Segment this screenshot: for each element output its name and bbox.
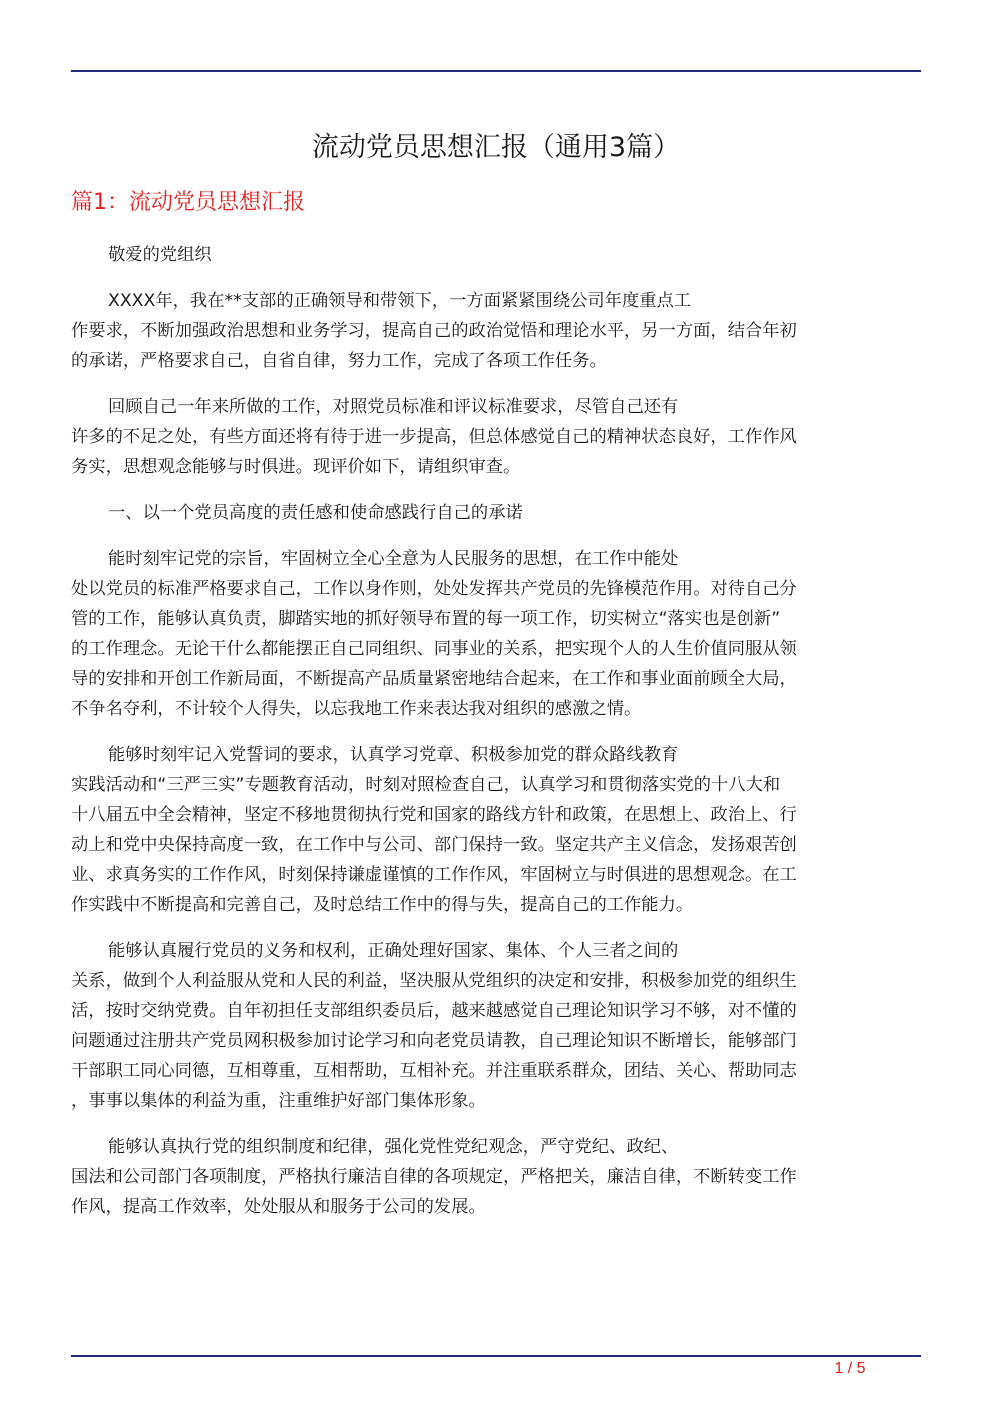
paragraph-line: ，事事以集体的利益为重，注重维护好部门集体形象。 <box>71 1091 486 1111</box>
paragraph-line: 的工作理念。无论干什么都能摆正自己同组织、同事业的关系，把实现个人的人生价值同服从领 <box>71 639 797 659</box>
document-body <box>71 240 921 1238</box>
paragraph-line: 的承诺，严格要求自己，自省自律，努力工作，完成了各项工作任务。 <box>71 351 607 371</box>
paragraph-line: 务实，思想观念能够与时俱进。现评价如下，请组织审查。 <box>71 457 521 477</box>
paragraph-line: 动上和党中央保持高度一致，在工作中与公司、部门保持一致。坚定共产主义信念，发扬艰苦创 <box>71 835 797 855</box>
section-heading: 篇1：流动党员思想汇报 <box>71 190 305 215</box>
paragraph-line: 能时刻牢记党的宗旨，牢固树立全心全意为人民服务的思想，在工作中能处 <box>108 549 679 569</box>
paragraph-line: 处以党员的标准严格要求自己，工作以身作则，处处发挥共产党员的先锋模范作用。对待自己分 <box>71 579 797 599</box>
page-number: 1 / 5 <box>834 1360 866 1377</box>
paragraph-line: 能够时刻牢记入党誓词的要求，认真学习党章、积极参加党的群众路线教育 <box>108 745 679 765</box>
paragraph-line: 许多的不足之处，有些方面还将有待于进一步提高，但总体感觉自己的精神状态良好，工作作风 <box>71 427 797 447</box>
paragraph-line: 管的工作，能够认真负责，脚踏实地的抓好领导布置的每一项工作，切实树立“落实也是创新” <box>71 609 781 629</box>
paragraph-line: 干部职工同心同德，互相尊重，互相帮助，互相补充。并注重联系群众，团结、关心、帮助同志 <box>71 1061 797 1081</box>
body-paragraph <box>71 740 921 920</box>
body-paragraph <box>71 936 921 1116</box>
body-paragraph <box>71 1132 921 1222</box>
paragraph-line: 一、以一个党员高度的责任感和使命感践行自己的承诺 <box>108 503 523 523</box>
body-paragraph <box>71 286 921 376</box>
body-paragraph <box>71 240 921 270</box>
paragraph-line: 实践活动和“三严三实”专题教育活动，时刻对照检查自己，认真学习和贯彻落实党的十八大和 <box>71 775 781 795</box>
body-paragraph <box>71 498 921 528</box>
paragraph-line: 国法和公司部门各项制度，严格执行廉洁自律的各项规定，严格把关，廉洁自律，不断转变工作 <box>71 1167 797 1187</box>
header-rule <box>71 70 921 72</box>
paragraph-line: 问题通过注册共产党员网积极参加讨论学习和向老党员请教，自己理论知识不断增长，能够部门 <box>71 1031 797 1051</box>
paragraph-line: 活，按时交纳党费。自年初担任支部组织委员后，越来越感觉自己理论知识学习不够，对不懂的 <box>71 1001 797 1021</box>
paragraph-line: 能够认真执行党的组织制度和纪律，强化党性党纪观念，严守党纪、政纪、 <box>108 1137 679 1157</box>
body-paragraph <box>71 392 921 482</box>
paragraph-line: 作风，提高工作效率，处处服从和服务于公司的发展。 <box>71 1197 486 1217</box>
footer-rule <box>71 1355 921 1357</box>
document-title: 流动党员思想汇报（通用3篇） <box>311 132 681 163</box>
paragraph-line: 作实践中不断提高和完善自己，及时总结工作中的得与失，提高自己的工作能力。 <box>71 895 694 915</box>
paragraph-line: 导的安排和开创工作新局面，不断提高产品质量紧密地结合起来，在工作和事业面前顾全大局， <box>71 669 797 689</box>
paragraph-line: 业、求真务实的工作作风，时刻保持谦虚谨慎的工作作风，牢固树立与时俱进的思想观念。在工 <box>71 865 797 885</box>
paragraph-line: 十八届五中全会精神，坚定不移地贯彻执行党和国家的路线方针和政策，在思想上、政治上、行 <box>71 805 797 825</box>
paragraph-line: 敬爱的党组织 <box>108 245 212 265</box>
paragraph-line: 关系，做到个人利益服从党和人民的利益，坚决服从党组织的决定和安排，积极参加党的组织生 <box>71 971 797 991</box>
paragraph-line: 回顾自己一年来所做的工作，对照党员标准和评议标准要求，尽管自己还有 <box>108 397 679 417</box>
paragraph-line: 不争名夺利，不计较个人得失，以忘我地工作来表达我对组织的感激之情。 <box>71 699 642 719</box>
paragraph-line: XXXX年，我在**支部的正确领导和带领下，一方面紧紧围绕公司年度重点工 <box>108 291 692 311</box>
body-paragraph <box>71 544 921 724</box>
paragraph-line: 作要求，不断加强政治思想和业务学习，提高自己的政治觉悟和理论水平，另一方面，结合年初 <box>71 321 797 341</box>
paragraph-line: 能够认真履行党员的义务和权利，正确处理好国家、集体、个人三者之间的 <box>108 941 679 961</box>
